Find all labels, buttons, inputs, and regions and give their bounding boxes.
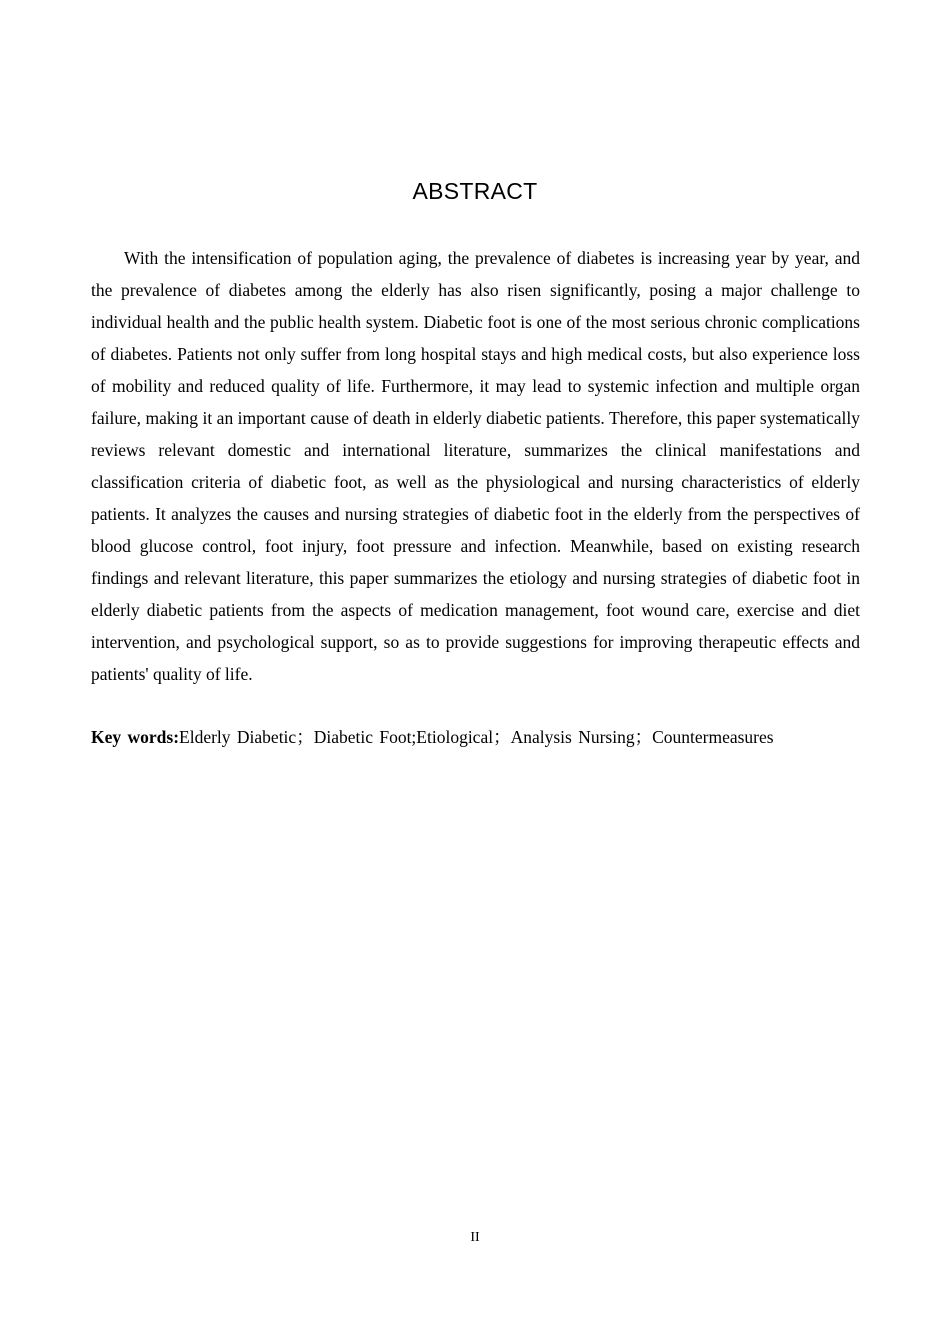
abstract-paragraph: With the intensification of population aging, the prevalence of diabetes is increasing year by year, and the prevalence of diabetes among the elderly has also risen significantly, posing a major challenge to individual health and the public health system. Diabetic foot is one of the most serious chronic complications of diabetes. Patients not only suffer from long hospital stays and high medical costs, but also experience loss of mobility and reduced quality of life. Furthermore, it may lead to systemic infection and multiple organ failure, making it an important cause of death in elderly diabetic patients. Therefore, this paper systematically reviews relevant domestic and international literature, summarizes the clinical manifestations and classification criteria of diabetic foot, as well as the physiological and nursing characteristics of elderly patients. It analyzes the causes and nursing strategies of diabetic foot in the elderly from the perspectives of blood glucose control, foot injury, foot pressure and infection. Meanwhile, based on existing research findings and relevant literature, this paper summarizes the etiology and nursing strategies of diabetic foot in elderly diabetic patients from the aspects of medication management, foot wound care, exercise and diet intervention, and psychological support, so as to provide suggestions for improving therapeutic effects and patients' quality of life. xyxy=(91,248,860,684)
keywords-text: Elderly Diabetic；Diabetic Foot;Etiological；Analysis Nursing；Countermeasures xyxy=(179,727,774,747)
page-number: II xyxy=(470,1230,480,1245)
keywords-line xyxy=(91,721,871,753)
abstract-title: ABSTRACT xyxy=(412,178,538,204)
keywords-label: Key words: xyxy=(91,727,180,747)
